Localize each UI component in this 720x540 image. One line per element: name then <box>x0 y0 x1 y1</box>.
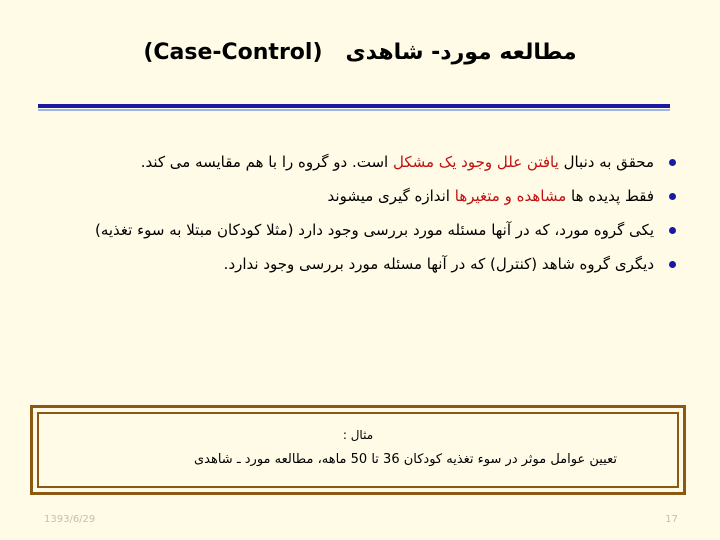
bullet-text: محقق به دنبال <box>558 153 654 171</box>
page-number: 17 <box>665 514 678 525</box>
bullet-item <box>40 184 680 208</box>
bullet-text: یکی گروه مورد، که در آنها مسئله مورد بررسی وجود دارد (مثلا کودکان مبتلا به سوء تغذیه) <box>94 221 654 239</box>
bullet-item <box>40 150 680 174</box>
bullet-dot-icon <box>669 227 676 234</box>
bullet-dot-icon <box>669 193 676 200</box>
example-text: تعیین عوامل موثر در سوء تغذیه کودکان 36 تا 50 ماهه، مطالعه مورد ـ شاهدی <box>193 452 617 467</box>
bullet-text: فقط پدیده ها <box>566 187 654 205</box>
bullet-item <box>40 252 680 276</box>
footer-date: 1393/6/29 <box>44 514 96 525</box>
example-box-inner-border <box>37 412 679 488</box>
bullet-text: دیگری گروه شاهد (کنترل) که در آنها مسئله مورد بررسی وجود ندارد. <box>223 255 654 273</box>
bullet-item <box>40 218 680 242</box>
title-latin: (Case-Control) <box>143 40 323 65</box>
title-persian: مطالعه مورد- شاهدی <box>345 40 577 65</box>
bullet-list <box>40 150 680 286</box>
bullet-highlight: مشاهده و متغیرها <box>454 187 567 205</box>
title-divider <box>38 104 670 108</box>
example-box <box>30 405 686 495</box>
bullet-dot-icon <box>669 159 676 166</box>
bullet-highlight: یافتن علل وجود یک مشکل <box>392 153 559 171</box>
bullet-dot-icon <box>669 261 676 268</box>
title-divider-shadow <box>38 109 670 111</box>
slide-title <box>0 40 720 65</box>
bullet-text: اندازه گیری میشوند <box>327 187 455 205</box>
example-label: مثال : <box>342 428 374 442</box>
bullet-text: است. دو گروه را با هم مقایسه می کند. <box>140 153 393 171</box>
